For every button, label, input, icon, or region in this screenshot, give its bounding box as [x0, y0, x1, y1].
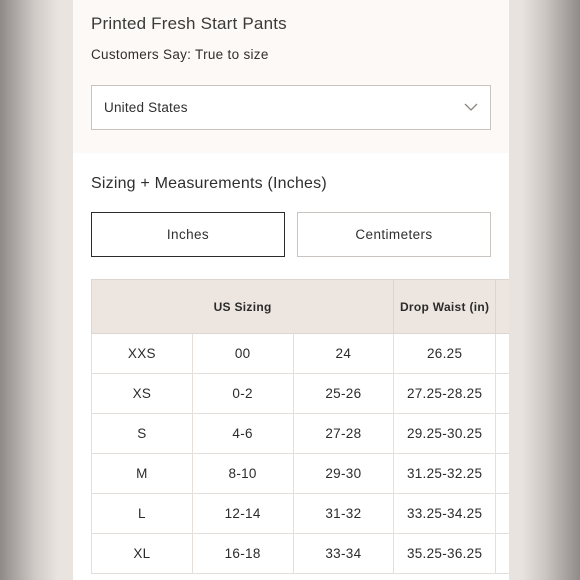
cell-size: XXS: [92, 334, 193, 374]
cell-extra: [496, 374, 509, 414]
chevron-down-icon: [464, 100, 478, 114]
product-title: Printed Fresh Start Pants: [91, 14, 287, 33]
size-guide-panel: [73, 0, 509, 580]
country-select-value: United States: [104, 100, 188, 115]
table-row: [92, 334, 510, 374]
table-row: [92, 494, 510, 534]
cell-size: XL: [92, 534, 193, 574]
cell-us-size: 4-6: [192, 414, 293, 454]
cell-size: XS: [92, 374, 193, 414]
inches-button[interactable]: Inches: [91, 212, 285, 257]
table-row: [92, 454, 510, 494]
table-row: [92, 414, 510, 454]
cell-us-size: 00: [192, 334, 293, 374]
cell-waist: 27-28: [293, 414, 394, 454]
cell-us-size: 16-18: [192, 534, 293, 574]
header-drop-waist: Drop Waist (in): [394, 280, 496, 334]
cell-waist: 31-32: [293, 494, 394, 534]
centimeters-button[interactable]: Centimeters: [297, 212, 491, 257]
cell-extra: [496, 454, 509, 494]
sizing-section: [73, 153, 509, 580]
cell-waist: 25-26: [293, 374, 394, 414]
cell-drop-waist: 31.25-32.25: [394, 454, 496, 494]
cell-drop-waist: 29.25-30.25: [394, 414, 496, 454]
cell-drop-waist: 33.25-34.25: [394, 494, 496, 534]
header-us-sizing: US Sizing: [92, 280, 394, 334]
cell-extra: [496, 534, 509, 574]
cell-us-size: 12-14: [192, 494, 293, 534]
cell-waist: 24: [293, 334, 394, 374]
cell-us-size: 8-10: [192, 454, 293, 494]
cell-waist: 29-30: [293, 454, 394, 494]
cell-size: S: [92, 414, 193, 454]
fit-note: Customers Say: True to size: [91, 47, 269, 62]
section-title: Sizing + Measurements (Inches): [91, 175, 327, 192]
product-header: [73, 0, 509, 150]
cell-us-size: 0-2: [192, 374, 293, 414]
table-row: [92, 534, 510, 574]
cell-drop-waist: 35.25-36.25: [394, 534, 496, 574]
cell-drop-waist: 26.25: [394, 334, 496, 374]
cell-drop-waist: 27.25-28.25: [394, 374, 496, 414]
cell-extra: [496, 334, 509, 374]
table-header-row: [92, 280, 510, 334]
cell-extra: [496, 494, 509, 534]
size-table: [91, 279, 509, 574]
header-extra: [496, 280, 509, 334]
country-select[interactable]: [91, 85, 491, 130]
cell-waist: 33-34: [293, 534, 394, 574]
table-row: [92, 374, 510, 414]
cell-extra: [496, 414, 509, 454]
cell-size: L: [92, 494, 193, 534]
cell-size: M: [92, 454, 193, 494]
